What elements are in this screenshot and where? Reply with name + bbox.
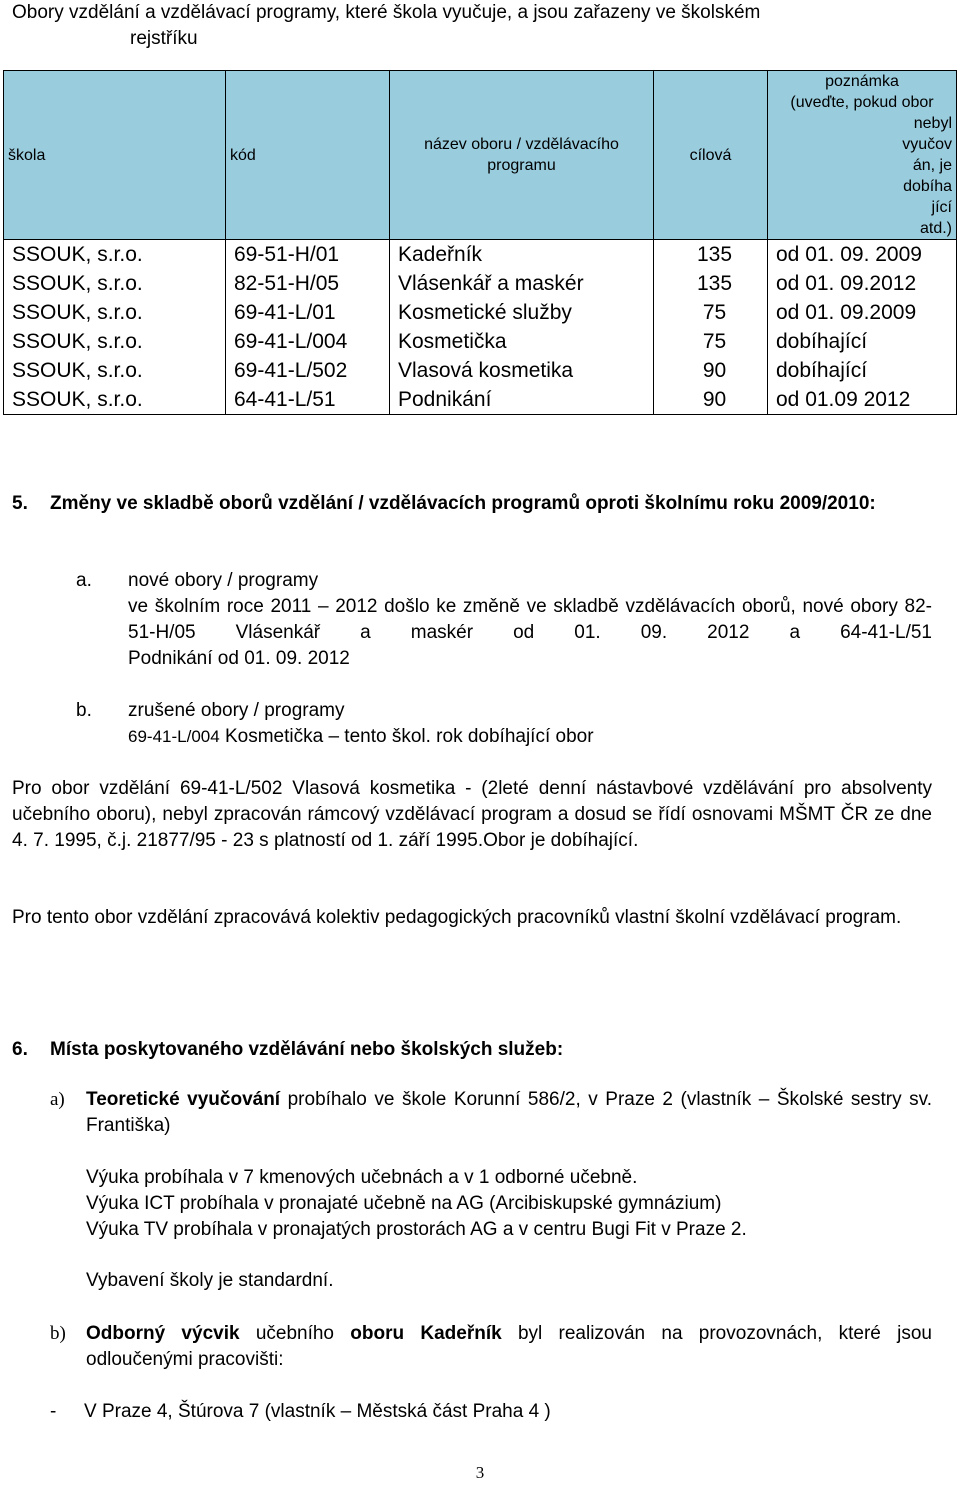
poznamka-line: dobíha [903,178,952,195]
poznamka-line: nebyl [913,115,952,132]
item-b-title: zrušené obory / programy [128,700,345,721]
paragraph-svp: Pro tento obor vzdělání zpracovává kolektiv pedagogických pracovníků vlastní školní vzdělávací program. [12,907,902,928]
item-6b-text-1: učebního [239,1323,351,1344]
header-skola: škola [4,71,226,240]
cell-skola: SSOUK, s.r.o. [4,327,226,356]
item-6b-label: b) [50,1323,66,1344]
cell-nazev: Kosmetička [390,327,654,356]
item-b-text [128,724,932,750]
table-row [4,385,957,415]
cell-skola: SSOUK, s.r.o. [4,240,226,270]
item-a-body [128,568,932,672]
section-5-title: Změny ve skladbě oborů vzdělání / vzdělávacích programů oproti školnímu roku 2009/2010: [50,493,876,514]
table-row [4,240,957,270]
header-poznamka [768,71,957,240]
item-6b-body [86,1321,932,1373]
header-nazev: název oboru / vzdělávacího programu [390,71,654,240]
cell-nazev: Kadeřník [390,240,654,270]
paragraph-vlasova-kosmetika: Pro obor vzdělání 69-41-L/502 Vlasová kosmetika - (2leté denní nástavbové vzdělávání pro absolventy učebního oboru), nebyl zpracován rámcový vzdělávací program a dosud se řídí osnovami MŠMT ČR ze dne 4. 7. 1995, č.j. 21877/95 - 23 s platností od 1. září 1995.Obor je dobíhající. [12,778,932,851]
cell-cilova: 90 [654,385,768,415]
table-row [4,298,957,327]
cell-nazev: Kosmetické služby [390,298,654,327]
cell-poznamka: od 01. 09.2012 [768,269,957,298]
table-row [4,269,957,298]
cell-poznamka: od 01. 09.2009 [768,298,957,327]
intro-line-1: Obory vzdělání a vzdělávací programy, které škola vyučuje, a jsou zařazeny ve školském [12,2,761,23]
cell-nazev: Vlasová kosmetika [390,356,654,385]
cell-kod: 69-41-L/01 [226,298,390,327]
table-row [4,356,957,385]
intro-line-2: rejstříku [130,28,198,49]
cell-kod: 69-41-L/502 [226,356,390,385]
item-6a-body [86,1087,932,1139]
item-6b-bold-1: Odborný výcvik [86,1323,240,1344]
vybaveni-line: Vybavení školy je standardní. [86,1270,334,1291]
vyuka-line-1: Výuka probíhala v 7 kmenových učebnách a v 1 odborné učebně. [86,1167,638,1188]
cell-poznamka: od 01. 09. 2009 [768,240,957,270]
cell-cilova: 75 [654,327,768,356]
cell-cilova: 75 [654,298,768,327]
vyuka-line-3: Výuka TV probíhala v pronajatých prostorách AG a v centru Bugi Fit v Praze 2. [86,1219,747,1240]
cell-cilova: 135 [654,240,768,270]
place-dash: - [50,1401,57,1422]
poznamka-line: vyučov [902,136,952,153]
vyuka-line-2: Výuka ICT probíhala v pronajaté učebně na AG (Arcibiskupské gymnázium) [86,1193,722,1214]
poznamka-line: poznámka [825,73,899,90]
cell-cilova: 90 [654,356,768,385]
item-6a-label: a) [50,1089,65,1110]
cell-kod: 64-41-L/51 [226,385,390,415]
cell-skola: SSOUK, s.r.o. [4,356,226,385]
page-number: 3 [475,1463,485,1482]
cell-skola: SSOUK, s.r.o. [4,298,226,327]
cell-skola: SSOUK, s.r.o. [4,269,226,298]
poznamka-line: jící [931,199,952,216]
item-a-title: nové obory / programy [128,570,319,591]
intro-heading [12,0,952,52]
cell-skola: SSOUK, s.r.o. [4,385,226,415]
header-kod: kód [226,71,390,240]
cell-cilova: 135 [654,269,768,298]
item-a-label: a. [76,570,92,591]
cell-poznamka: dobíhající [768,327,957,356]
cell-poznamka: dobíhající [768,356,957,385]
item-b-code: 69-41-L/004 [128,727,220,746]
item-6a-text: probíhalo ve škole Korunní 586/2, v Praze 2 (vlastník – Školské sestry sv. Františka) [86,1089,932,1136]
cell-poznamka: od 01.09 2012 [768,385,957,415]
header-cilova: cílová [654,71,768,240]
item-b-body [128,698,932,750]
item-6a-bold: Teoretické vyučování [86,1089,281,1110]
table-header-row [4,71,957,240]
table-row [4,327,957,356]
item-6b-text-2: byl realizován na provozovnách, které jsou odloučenými pracovišti: [86,1323,932,1370]
poznamka-line: (uveďte, pokud obor [790,94,934,111]
item-b-label: b. [76,700,92,721]
section-6-number: 6. [12,1039,28,1060]
item-a-text-last: Podnikání od 01. 09. 2012 [128,648,350,669]
cell-kod: 69-41-L/004 [226,327,390,356]
cell-nazev: Podnikání [390,385,654,415]
place-1: V Praze 4, Štúrova 7 (vlastník – Městská část Praha 4 ) [84,1401,551,1422]
section-6-title: Místa poskytovaného vzdělávání nebo školských služeb: [50,1039,564,1060]
cell-kod: 82-51-H/05 [226,269,390,298]
item-6b-bold-2: oboru Kadeřník [350,1323,502,1344]
cell-nazev: Vlásenkář a maskér [390,269,654,298]
cell-kod: 69-51-H/01 [226,240,390,270]
poznamka-line: án, je [912,157,952,174]
item-b-desc: Kosmetička – tento škol. rok dobíhající obor [219,726,594,747]
obory-table [3,70,957,415]
item-a-text: ve školním roce 2011 – 2012 došlo ke změně ve skladbě vzdělávacích oborů, nové obory 82-51-H/05 Vlásenkář a maskér od 01. 09. 2012 a 64-41-L/51 [128,596,932,643]
poznamka-line: atd.) [919,220,952,237]
vyuka-block [86,1165,932,1243]
section-5-number: 5. [12,493,28,514]
